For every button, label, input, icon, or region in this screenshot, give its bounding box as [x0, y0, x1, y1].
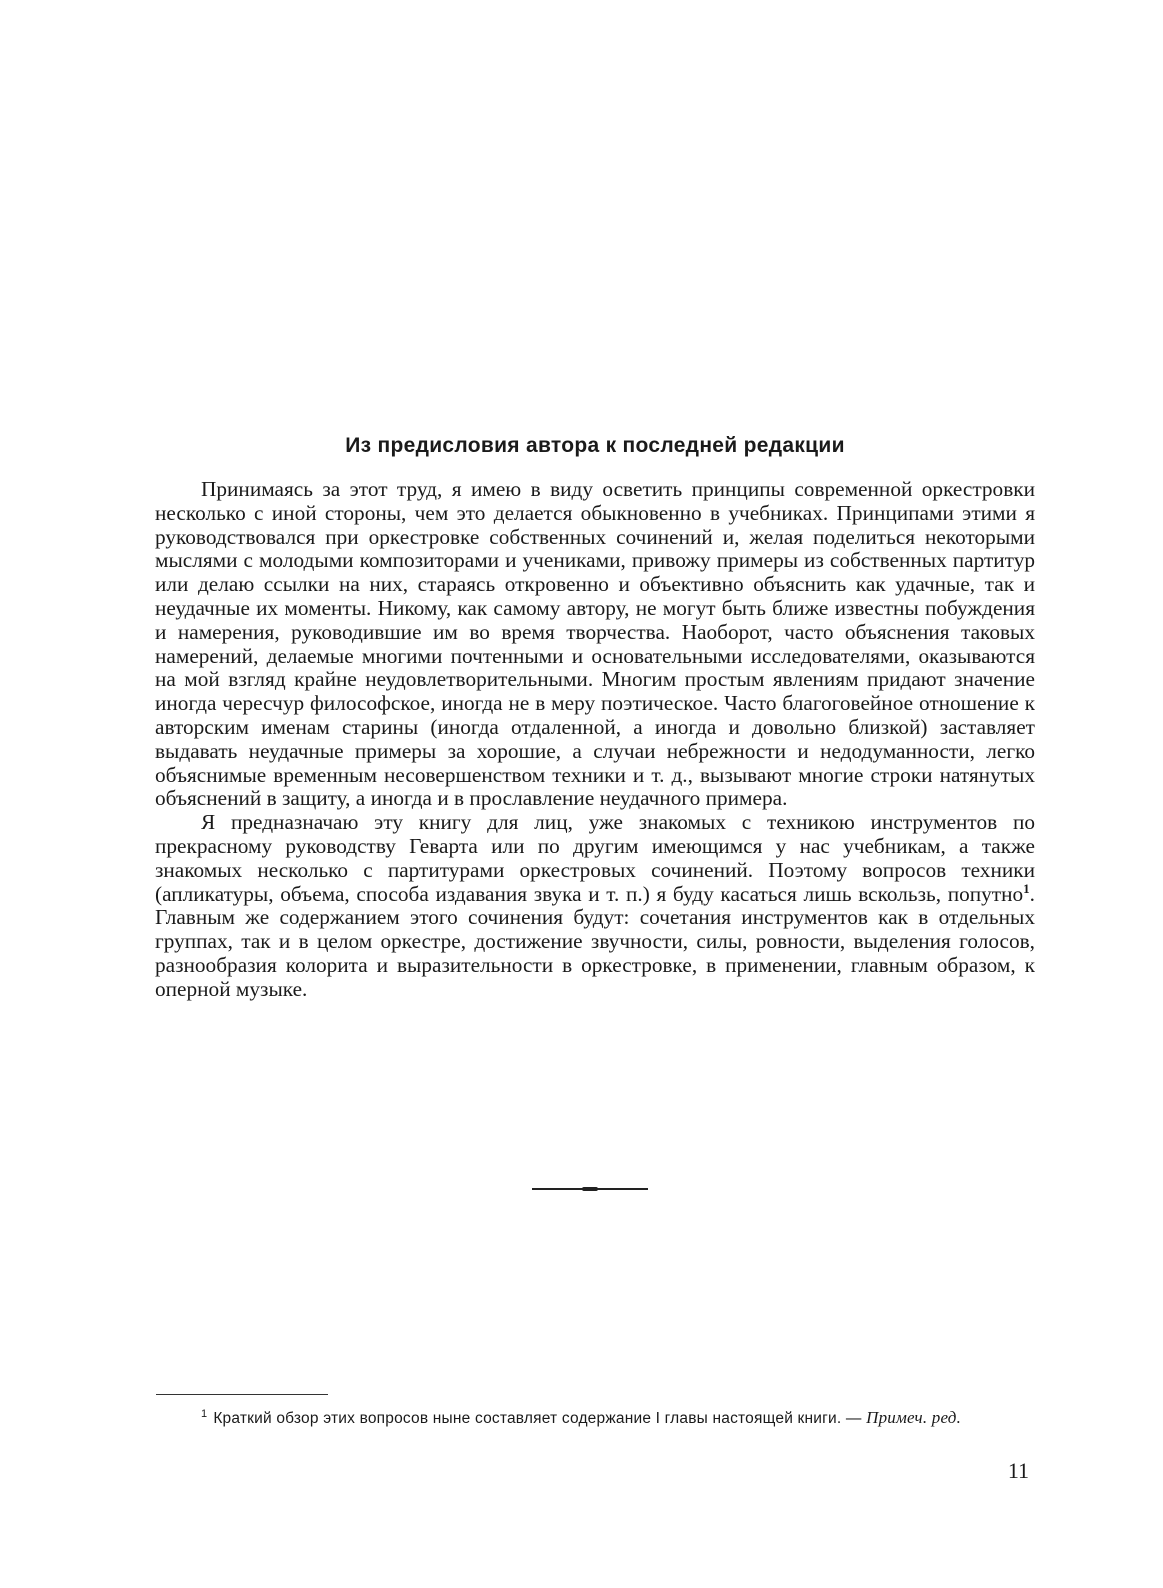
footnote: 1 Краткий обзор этих вопросов ныне составляет содержание I главы настоящей книги. — Примеч. ред. — [201, 1407, 962, 1427]
paragraph-2 — [155, 811, 1035, 1001]
paragraph-2-part-2: . Главным же содержанием этого сочинения будут: сочетания инструментов как в отдельных группах, так и в целом оркестре, достижение звучности, силы, ровности, выделения голосов, разнообразия колорита и выразительности в оркестровке, в применении, главным образом, к оперной музыке. — [155, 881, 1035, 1001]
footnote-reference[interactable]: 1 — [1023, 880, 1030, 896]
paragraph-2-part-1: Я предназначаю эту книгу для лиц, уже знакомых с техникою инструментов по прекрасному руководству Геварта или по другим имеющимся у нас учебникам, а также знакомых несколько с партитурами оркестровых сочинений. Поэтому вопросов техники (апликатуры, объема, способа издавания звука и т. п.) я буду касаться лишь вскользь, попутно — [155, 810, 1035, 906]
page-number: 11 — [1007, 1458, 1029, 1483]
body-text — [155, 478, 1035, 1002]
paragraph-1: Принимаясь за этот труд, я имею в виду осветить принципы современной оркестровки несколько с иной стороны, чем это делается обыкновенно в учебниках. Принципами этими я руководствовался при оркестровке собственных сочинений и, желая поделиться некоторыми мыслями с молодыми композиторами и учениками, привожу примеры из собственных партитур или делаю ссылки на них, стараясь откровенно и объективно объяснить как удачные, так и неудачные их моменты. Никому, как самому автору, не могут быть ближе известны побуждения и намерения, руководившие им во время творчества. Наоборот, часто объяснения таковых намерений, делаемые многими почтенными и основательными исследователями, оказываются на мой взгляд крайне неудовлетворительными. Многим простым явлениям придают значение иногда чересчур философское, иногда не в меру поэтическое. Часто благоговейное отношение к авторским именам старины (иногда отдаленной, а иногда и довольно близкой) заставляет выдавать неудачные примеры за хорошие, а случаи небрежности и недодуманности, легко объяснимые временным несовершенством техники и т. д., вызывают многие строки натянутых объяснений в защиту, а иногда и в прославление неудачного примера. — [155, 477, 1035, 811]
footnote-text: Краткий обзор этих вопросов ныне составляет содержание I главы настоящей книги. — — [213, 1410, 867, 1427]
section-end-ornament — [532, 1188, 648, 1190]
footnote-separator-rule — [156, 1394, 328, 1395]
footnote-editor-note: Примеч. ред. — [866, 1408, 962, 1427]
section-heading: Из предисловия автора к последней редакции — [345, 434, 845, 457]
